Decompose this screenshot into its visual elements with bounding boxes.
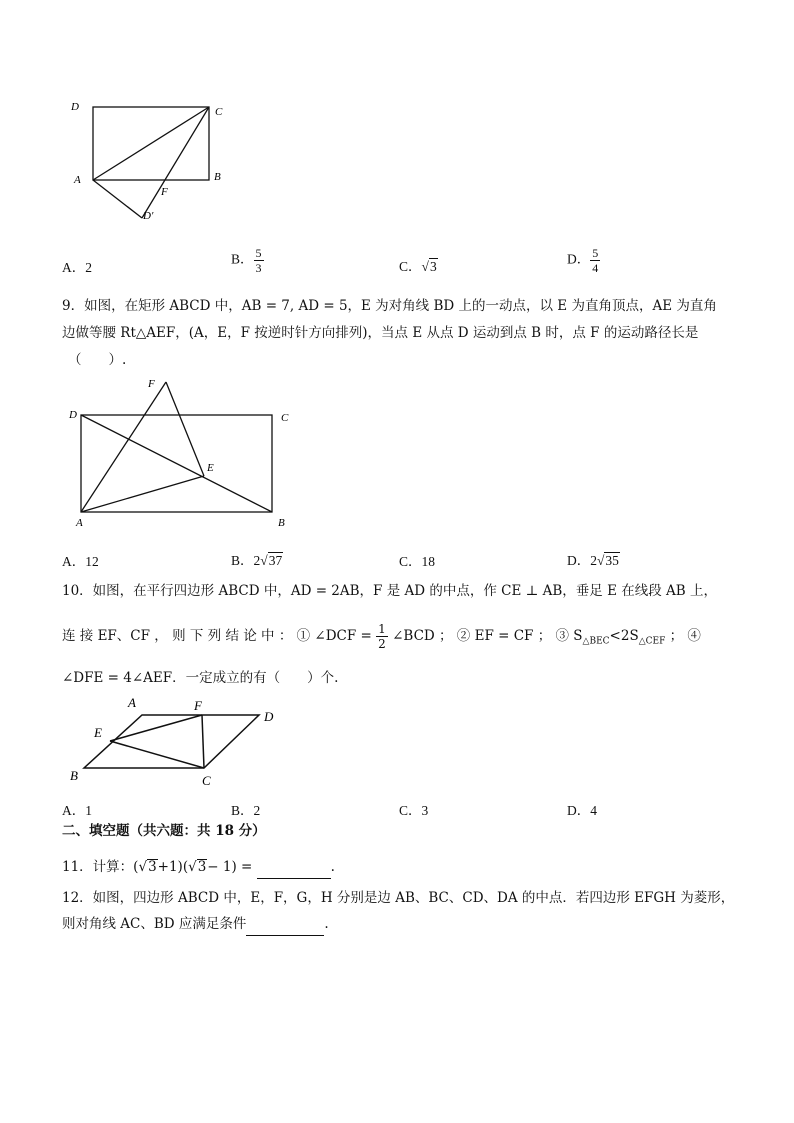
q10-option-a[interactable]: A．1 bbox=[62, 803, 92, 818]
q9-option-a[interactable]: A．12 bbox=[62, 554, 99, 569]
section-heading: 二、填空题（共六题：共 18 分） bbox=[62, 823, 266, 839]
q12-line-1: 12．如图，四边形 ABCD 中，E，F，G，H 分别是边 AB、BC、CD、DA 的中点．若四边形 EFGH 为菱形， bbox=[62, 890, 735, 906]
label-a: A bbox=[74, 174, 81, 186]
label-f: F bbox=[161, 186, 168, 198]
figure-q9 bbox=[62, 372, 302, 532]
label-a: A bbox=[128, 695, 136, 710]
q9-line-2: 边做等腰 Rt△AEF，(A，E，F 按逆时针方向排列)，当点 E 从点 D 运动到点 B 时，点 F 的运动路径长是 bbox=[62, 325, 699, 341]
q9-line-1: 9．如图，在矩形 ABCD 中，AB = 7, AD = 5，E 为对角线 BD 上的一动点，以 E 为直角顶点，AE 为直角 bbox=[62, 298, 717, 314]
q10-line-1: 10．如图，在平行四边形 ABCD 中，AD = 2AB，F 是 AD 的中点，作 CE ⊥ AB，垂足 E 在线段 AB 上， bbox=[62, 583, 717, 599]
q9-option-c[interactable]: C．18 bbox=[399, 554, 436, 569]
label-d: D bbox=[264, 709, 274, 724]
q10-option-d[interactable]: D．4 bbox=[567, 803, 597, 818]
q10-line-2: 连 接 EF、CF ， 则 下 列 结 论 中 ： ① ∠DCF = $\frac{1}{2}$ ∠BCD ； ② EF = CF ； ③ $S_{\triangle BEC}<2S_{\triangle CEF}$ ； ④ bbox=[62, 622, 701, 651]
segment-ae bbox=[81, 476, 204, 512]
segment-ec bbox=[110, 741, 204, 768]
q8-option-a[interactable]: A．2 bbox=[62, 260, 92, 275]
label-d-prime: D′ bbox=[143, 210, 154, 222]
segment-fc bbox=[202, 715, 204, 768]
segment-fe bbox=[166, 382, 204, 476]
label-a: A bbox=[76, 517, 83, 529]
answer-blank[interactable] bbox=[246, 913, 324, 936]
label-b: B bbox=[278, 517, 285, 529]
segment-cd-prime bbox=[142, 107, 209, 218]
q9-option-b[interactable]: B．2√37 bbox=[231, 553, 283, 568]
q9-option-d[interactable]: D．2√35 bbox=[567, 553, 619, 568]
q10-option-b[interactable]: B．2 bbox=[231, 803, 261, 818]
label-b: B bbox=[214, 171, 221, 183]
q10-line-3: ∠DFE = 4∠AEF．一定成立的有（ ）个. bbox=[62, 670, 339, 686]
label-e: E bbox=[207, 462, 214, 474]
answer-blank[interactable] bbox=[257, 856, 331, 879]
fraction: $\frac{5}{3}$ bbox=[255, 246, 262, 275]
fraction-one-half: $\frac{1}{2}$ bbox=[378, 622, 386, 651]
diagonal-ac bbox=[93, 107, 209, 180]
q8-option-d[interactable]: D． $\frac{5}{4}$ bbox=[567, 246, 599, 275]
figure-q10 bbox=[62, 693, 292, 793]
q8-option-b[interactable]: B． $\frac{5}{3}$ bbox=[231, 246, 262, 275]
q11-line: 11．计算：(√3+1)(√3− 1) = . bbox=[62, 856, 335, 879]
label-d: D bbox=[69, 409, 77, 421]
q10-option-c[interactable]: C．3 bbox=[399, 803, 429, 818]
segment-ad-prime bbox=[93, 180, 142, 218]
q8-option-c[interactable]: C．√3 bbox=[399, 259, 437, 274]
q12-line-2: 则对角线 AC、BD 应满足条件 . bbox=[62, 913, 329, 936]
fraction: $\frac{5}{4}$ bbox=[592, 246, 599, 275]
label-e: E bbox=[94, 725, 102, 740]
label-b: B bbox=[70, 768, 78, 783]
diagonal-bd bbox=[81, 415, 272, 512]
label-f: F bbox=[194, 698, 202, 713]
q9-line-3: （ ）. bbox=[68, 352, 127, 368]
label-f: F bbox=[148, 378, 155, 390]
figure-q8 bbox=[60, 95, 240, 230]
label-c: C bbox=[202, 773, 211, 788]
label-c: C bbox=[281, 412, 289, 424]
label-c: C bbox=[215, 106, 223, 118]
segment-ef bbox=[110, 715, 202, 741]
segment-af bbox=[81, 382, 166, 512]
label-d: D bbox=[71, 101, 79, 113]
